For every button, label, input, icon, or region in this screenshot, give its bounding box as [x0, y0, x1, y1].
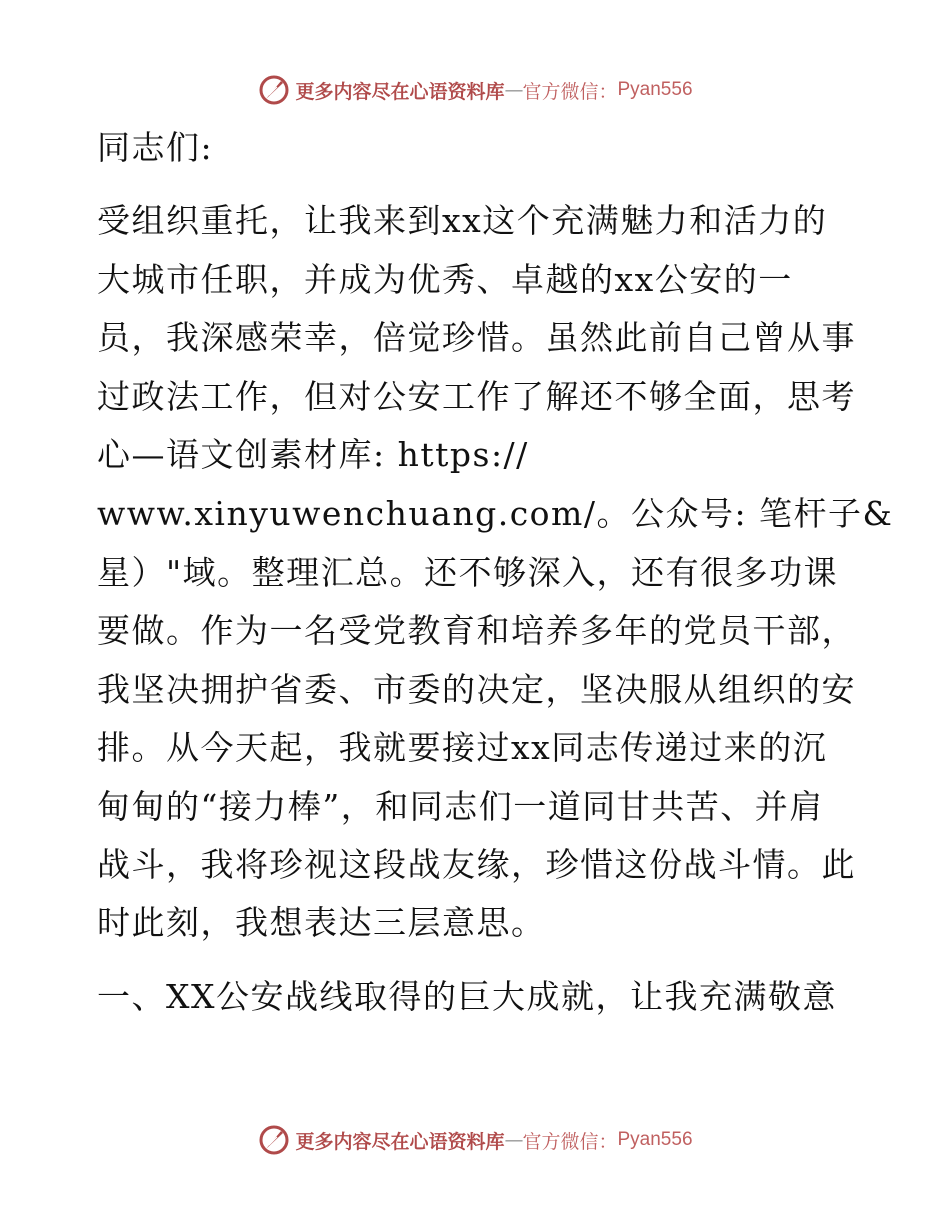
body-line: 心—语文创素材库: https:// [97, 435, 529, 474]
feather-logo-icon [257, 73, 291, 107]
body-line: 战斗，我将珍视这段战友缘，珍惜这份战斗情。此 [97, 845, 856, 884]
body-line: 要做。作为一名受党教育和培养多年的党员干部， [97, 611, 856, 650]
body-line: 甸甸的“接力棒”，和同志们一道同甘共苦、并肩 [97, 787, 824, 826]
watermark-label: 官方微信： [522, 80, 618, 103]
watermark-account: Pyan556 [617, 79, 693, 100]
watermark-main-text: 更多内容尽在心语资料库 [295, 80, 505, 103]
body-line: 大城市任职，并成为优秀、卓越的xx公安的一 [97, 260, 793, 299]
section-heading: 一、XX公安战线取得的巨大成就，让我充满敬意 [97, 977, 837, 1016]
footer-watermark [0, 1120, 950, 1160]
body-line: 星）"域。整理汇总。还不够深入，还有很多功课 [97, 553, 839, 592]
watermark-account: Pyan556 [617, 1129, 693, 1150]
body-line: 员，我深感荣幸，倍觉珍惜。虽然此前自己曾从事 [97, 318, 856, 357]
body-line: 受组织重托，让我来到xx这个充满魅力和活力的 [97, 201, 828, 240]
watermark-label: 官方微信： [522, 1130, 618, 1153]
watermark-main-text: 更多内容尽在心语资料库 [295, 1130, 505, 1153]
watermark-separator: — [504, 79, 523, 101]
watermark-separator: — [504, 1129, 523, 1151]
feather-logo-icon [257, 1123, 291, 1157]
body-line: 我坚决拥护省委、市委的决定，坚决服从组织的安 [97, 670, 856, 709]
body-line: 同志们: [97, 128, 214, 167]
body-line: www.xinyuwenchuang.com/。公众号: 笔杆子& [97, 494, 894, 533]
header-watermark [0, 70, 950, 110]
body-line: 过政法工作，但对公安工作了解还不够全面，思考 [97, 377, 856, 416]
body-line: 排。从今天起，我就要接过xx同志传递过来的沉 [97, 728, 828, 767]
body-line: 时此刻，我想表达三层意思。 [97, 903, 546, 942]
